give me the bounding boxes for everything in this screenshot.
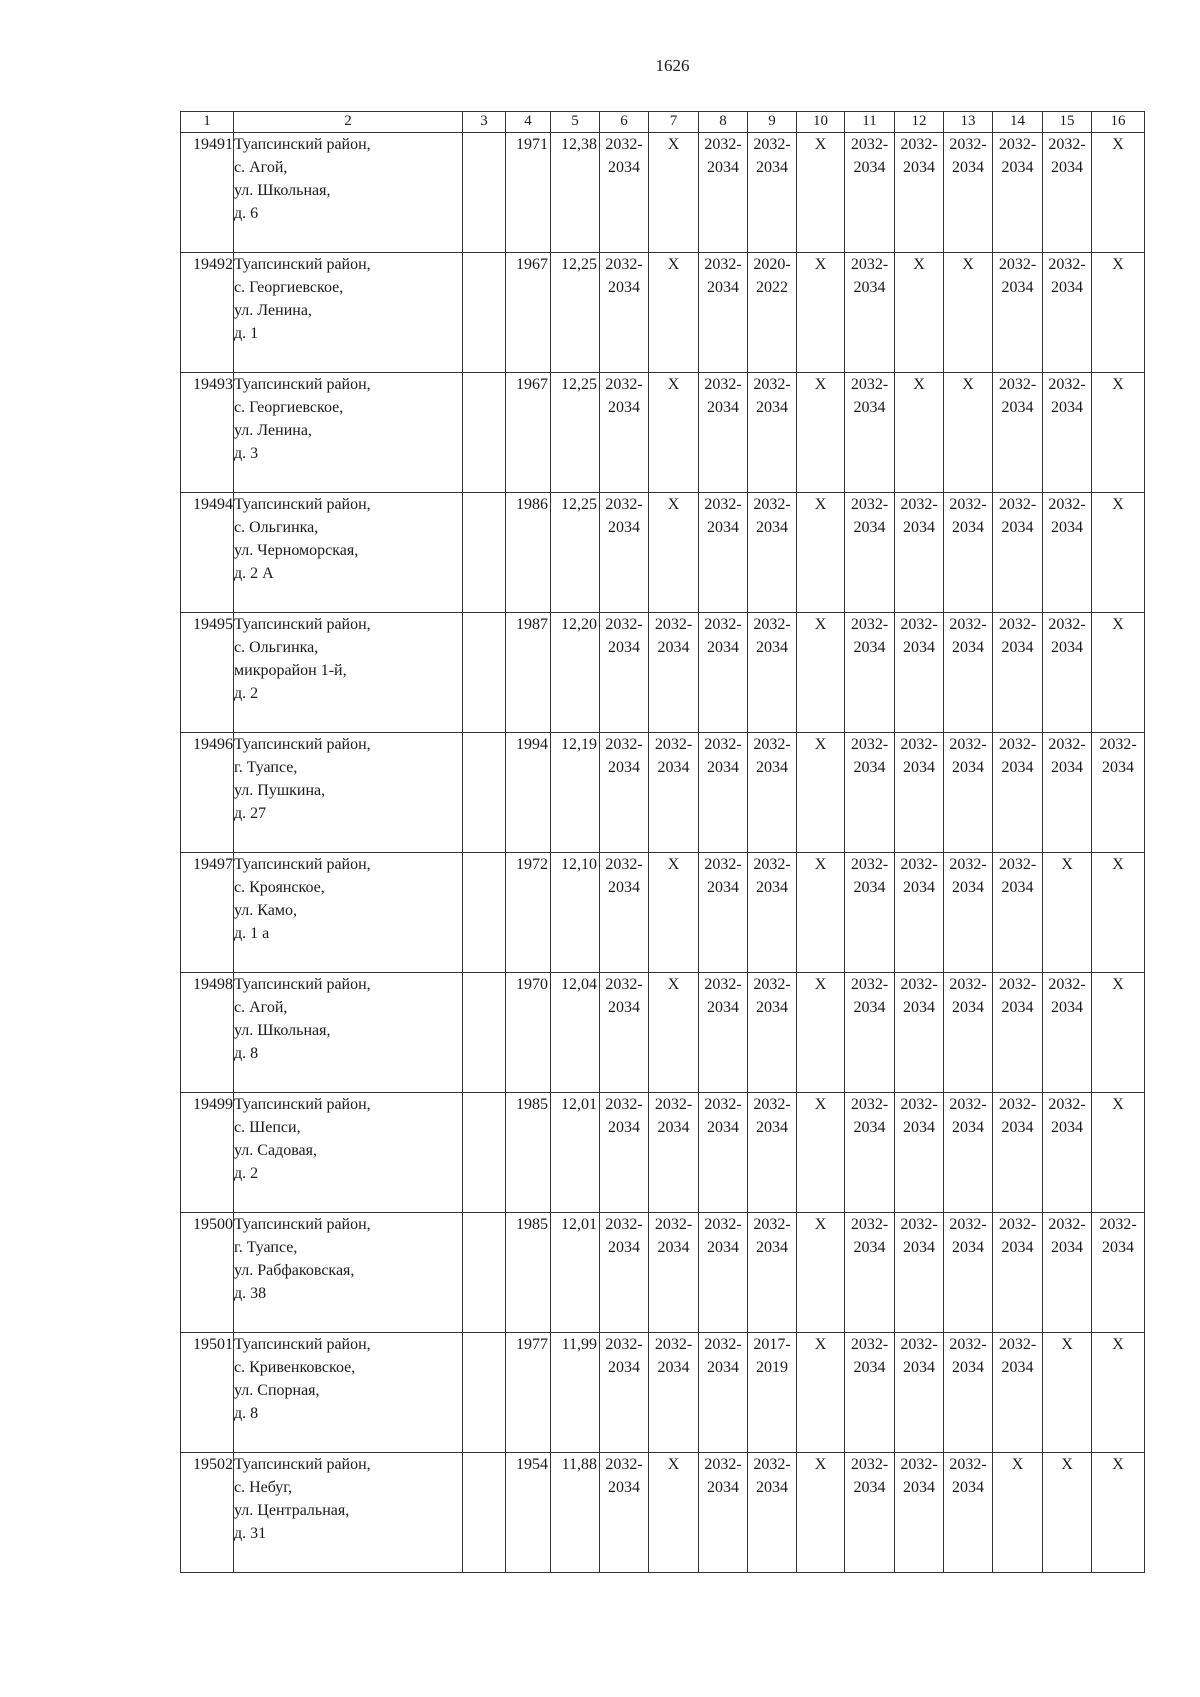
address-line: д. 8 [234,1045,259,1062]
schedule-cell: 2032- 2034 [600,1093,649,1213]
schedule-cell: X [895,253,944,373]
row-number: 19497 [181,853,234,973]
schedule-cell: 2032- 2034 [845,1453,895,1573]
schedule-cell: 2032- 2034 [1043,253,1092,373]
schedule-cell: X [649,1453,699,1573]
schedule-cell: 2032- 2034 [845,493,895,613]
address-line: г. Туапсе, [234,1239,298,1256]
schedule-cell: 2032- 2034 [748,373,797,493]
address-line: ул. Пушкина, [234,782,326,799]
schedule-cell: 2032- 2034 [895,493,944,613]
schedule-cell: 2032- 2034 [1092,733,1145,853]
schedule-cell: X [895,373,944,493]
address-line: ул. Садовая, [234,1142,317,1159]
page-number: 1626 [655,56,690,75]
schedule-cell: 2032- 2034 [895,1333,944,1453]
address-line: ул. Центральная, [234,1502,350,1519]
schedule-cell: X [944,253,993,373]
value-cell: 12,01 [551,1093,600,1213]
schedule-cell: X [1043,1453,1092,1573]
table-row [181,973,1145,1093]
empty-cell [463,1213,506,1333]
value-cell: 12,38 [551,133,600,253]
schedule-cell: 2032- 2034 [699,1333,748,1453]
schedule-cell: 2032- 2034 [993,253,1043,373]
address-line: Туапсинский район, [234,1336,371,1353]
address-line: д. 2 [234,1165,259,1182]
schedule-cell: 2032- 2034 [748,1213,797,1333]
address-cell [234,973,463,1093]
address-line: с. Шепси, [234,1119,301,1136]
address-line: ул. Спорная, [234,1382,320,1399]
address-cell [234,493,463,613]
schedule-cell: 2032- 2034 [845,133,895,253]
schedule-cell: 2032- 2034 [699,973,748,1093]
schedule-cell: X [1092,1093,1145,1213]
column-header: 11 [845,112,895,133]
schedule-cell: X [1092,613,1145,733]
address-line: Туапсинский район, [234,976,371,993]
schedule-cell: X [797,1333,845,1453]
empty-cell [463,373,506,493]
schedule-cell: 2032- 2034 [748,1093,797,1213]
address-line: Туапсинский район, [234,1216,371,1233]
table-row [181,373,1145,493]
empty-cell [463,613,506,733]
schedule-cell: X [1092,853,1145,973]
schedule-cell: X [649,853,699,973]
empty-cell [463,1453,506,1573]
schedule-cell: 2032- 2034 [895,133,944,253]
year-cell: 1967 [506,373,551,493]
schedule-cell: 2032- 2034 [699,133,748,253]
schedule-cell: 2032- 2034 [600,493,649,613]
address-line: д. 31 [234,1525,267,1542]
year-cell: 1987 [506,613,551,733]
schedule-cell: 2032- 2034 [600,1333,649,1453]
schedule-cell: 2032- 2034 [600,973,649,1093]
schedule-cell: 2032- 2034 [944,493,993,613]
schedule-cell: 2032- 2034 [944,853,993,973]
schedule-cell: X [797,1453,845,1573]
table-row [181,1093,1145,1213]
address-line: Туапсинский район, [234,616,371,633]
schedule-cell: 2032- 2034 [649,1333,699,1453]
row-number: 19492 [181,253,234,373]
schedule-cell: 2032- 2034 [649,1093,699,1213]
schedule-cell: X [1092,133,1145,253]
address-line: д. 6 [234,205,259,222]
schedule-cell: 2032- 2034 [748,973,797,1093]
row-number: 19498 [181,973,234,1093]
schedule-cell: X [1092,1453,1145,1573]
schedule-cell: 2032- 2034 [944,733,993,853]
table-row [181,1213,1145,1333]
address-line: Туапсинский район, [234,496,371,513]
schedule-cell: X [1043,1333,1092,1453]
address-line: ул. Школьная, [234,182,331,199]
address-line: Туапсинский район, [234,376,371,393]
address-cell [234,1213,463,1333]
address-line: г. Туапсе, [234,759,298,776]
address-line: д. 1 [234,325,259,342]
table-row [181,1453,1145,1573]
schedule-cell: 2032- 2034 [845,733,895,853]
schedule-cell: 2032- 2034 [944,1213,993,1333]
schedule-cell: 2032- 2034 [699,1213,748,1333]
empty-cell [463,493,506,613]
value-cell: 12,25 [551,493,600,613]
address-line: д. 1 а [234,925,270,942]
column-header: 16 [1092,112,1145,133]
schedule-cell: X [649,253,699,373]
schedule-cell: 2032- 2034 [895,853,944,973]
schedule-cell: 2032- 2034 [895,973,944,1093]
address-line: д. 38 [234,1285,267,1302]
schedule-cell: X [944,373,993,493]
schedule-cell: X [1092,373,1145,493]
schedule-cell: X [797,493,845,613]
column-header: 3 [463,112,506,133]
schedule-cell: 2032- 2034 [699,253,748,373]
schedule-cell: 2032- 2034 [993,493,1043,613]
schedule-cell: 2032- 2034 [845,1333,895,1453]
schedule-cell: 2032- 2034 [845,253,895,373]
value-cell: 12,20 [551,613,600,733]
year-cell: 1967 [506,253,551,373]
address-line: д. 8 [234,1405,259,1422]
empty-cell [463,1093,506,1213]
address-line: ул. Ленина, [234,422,312,439]
year-cell: 1994 [506,733,551,853]
row-number: 19501 [181,1333,234,1453]
schedule-cell: X [649,133,699,253]
year-cell: 1970 [506,973,551,1093]
table-row [181,133,1145,253]
address-line: д. 27 [234,805,267,822]
schedule-cell: 2032- 2034 [895,1093,944,1213]
schedule-cell: 2032- 2034 [600,133,649,253]
address-line: Туапсинский район, [234,856,371,873]
schedule-cell: X [649,493,699,613]
schedule-cell: 2032- 2034 [1043,373,1092,493]
address-cell [234,133,463,253]
value-cell: 12,25 [551,253,600,373]
column-header: 4 [506,112,551,133]
empty-cell [463,973,506,1093]
schedule-cell: 2032- 2034 [1043,613,1092,733]
schedule-cell: 2032- 2034 [1043,1213,1092,1333]
schedule-cell: 2032- 2034 [845,1093,895,1213]
table-row [181,253,1145,373]
schedule-cell: 2032- 2034 [748,1453,797,1573]
year-cell: 1971 [506,133,551,253]
row-number: 19499 [181,1093,234,1213]
row-number: 19496 [181,733,234,853]
address-line: Туапсинский район, [234,136,371,153]
address-line: ул. Ленина, [234,302,312,319]
schedule-cell: 2032- 2034 [748,613,797,733]
value-cell: 12,25 [551,373,600,493]
schedule-cell: 2032- 2034 [895,613,944,733]
column-header: 10 [797,112,845,133]
schedule-cell: X [797,1093,845,1213]
schedule-cell: 2032- 2034 [699,493,748,613]
table-row [181,493,1145,613]
schedule-cell: 2032- 2034 [649,1213,699,1333]
schedule-cell: X [1092,973,1145,1093]
schedule-cell: 2032- 2034 [600,373,649,493]
schedule-cell: 2032- 2034 [845,973,895,1093]
schedule-cell: 2032- 2034 [699,373,748,493]
schedule-cell: X [993,1453,1043,1573]
schedule-cell: 2017- 2019 [748,1333,797,1453]
column-header: 13 [944,112,993,133]
schedule-cell: 2032- 2034 [944,973,993,1093]
column-header: 7 [649,112,699,133]
column-header: 2 [234,112,463,133]
row-number: 19500 [181,1213,234,1333]
schedule-cell: X [797,973,845,1093]
address-line: д. 2 А [234,565,274,582]
schedule-cell: 2032- 2034 [1043,493,1092,613]
schedule-cell: X [649,373,699,493]
empty-cell [463,853,506,973]
schedule-cell: 2032- 2034 [1043,133,1092,253]
schedule-cell: X [797,133,845,253]
column-header: 14 [993,112,1043,133]
column-header: 5 [551,112,600,133]
address-line: ул. Черноморская, [234,542,359,559]
schedule-cell: 2032- 2034 [649,613,699,733]
schedule-cell: 2032- 2034 [1043,973,1092,1093]
schedule-cell: X [1092,493,1145,613]
schedule-cell: 2032- 2034 [600,1213,649,1333]
address-line: микрорайон 1-й, [234,662,347,679]
empty-cell [463,133,506,253]
schedule-cell: 2032- 2034 [649,733,699,853]
schedule-cell: X [649,973,699,1093]
schedule-cell: 2032- 2034 [944,1093,993,1213]
column-header: 1 [181,112,234,133]
year-cell: 1985 [506,1093,551,1213]
schedule-cell: 2032- 2034 [993,853,1043,973]
year-cell: 1986 [506,493,551,613]
schedule-cell: X [797,373,845,493]
row-number: 19491 [181,133,234,253]
address-line: с. Кроянское, [234,879,325,896]
schedule-cell: 2032- 2034 [993,613,1043,733]
address-line: с. Ольгинка, [234,639,319,656]
address-line: с. Георгиевское, [234,279,344,296]
address-line: с. Небуг, [234,1479,293,1496]
address-line: Туапсинский район, [234,1456,371,1473]
address-cell [234,853,463,973]
schedule-cell: X [1092,253,1145,373]
address-line: ул. Школьная, [234,1022,331,1039]
value-cell: 12,19 [551,733,600,853]
address-line: с. Кривенковское, [234,1359,356,1376]
column-header: 15 [1043,112,1092,133]
address-cell [234,1333,463,1453]
row-number: 19493 [181,373,234,493]
row-number: 19495 [181,613,234,733]
schedule-cell: X [797,1213,845,1333]
schedule-cell: 2032- 2034 [699,853,748,973]
address-line: Туапсинский район, [234,736,371,753]
schedule-cell: 2032- 2034 [699,1093,748,1213]
schedule-cell: 2032- 2034 [895,1213,944,1333]
schedule-cell: 2032- 2034 [845,373,895,493]
schedule-cell: 2032- 2034 [600,733,649,853]
schedule-cell: X [1092,1333,1145,1453]
value-cell: 11,88 [551,1453,600,1573]
schedule-cell: X [797,853,845,973]
address-cell [234,733,463,853]
schedule-cell: 2032- 2034 [699,613,748,733]
schedule-cell: 2032- 2034 [944,613,993,733]
column-header: 6 [600,112,649,133]
schedule-cell: 2020- 2022 [748,253,797,373]
address-cell [234,1453,463,1573]
empty-cell [463,253,506,373]
address-line: Туапсинский район, [234,256,371,273]
schedule-cell: 2032- 2034 [748,733,797,853]
year-cell: 1954 [506,1453,551,1573]
table-row [181,853,1145,973]
schedule-cell: 2032- 2034 [699,733,748,853]
schedule-cell: 2032- 2034 [993,1093,1043,1213]
address-line: с. Ольгинка, [234,519,319,536]
schedule-cell: X [1043,853,1092,973]
year-cell: 1977 [506,1333,551,1453]
schedule-cell: 2032- 2034 [993,973,1043,1093]
value-cell: 12,04 [551,973,600,1093]
schedule-cell: 2032- 2034 [845,613,895,733]
schedule-cell: 2032- 2034 [895,733,944,853]
schedule-cell: 2032- 2034 [1043,733,1092,853]
address-line: Туапсинский район, [234,1096,371,1113]
schedule-cell: 2032- 2034 [1092,1213,1145,1333]
schedule-cell: 2032- 2034 [748,133,797,253]
address-cell [234,613,463,733]
schedule-cell: 2032- 2034 [993,373,1043,493]
empty-cell [463,733,506,853]
value-cell: 12,01 [551,1213,600,1333]
schedule-cell: 2032- 2034 [993,1213,1043,1333]
year-cell: 1972 [506,853,551,973]
schedule-cell: 2032- 2034 [600,613,649,733]
address-cell [234,373,463,493]
address-line: ул. Камо, [234,902,297,919]
schedule-cell: 2032- 2034 [748,853,797,973]
address-line: с. Агой, [234,999,288,1016]
schedule-cell: 2032- 2034 [845,853,895,973]
table-row [181,1333,1145,1453]
schedule-cell: 2032- 2034 [748,493,797,613]
header-row [181,112,1145,133]
schedule-cell: 2032- 2034 [600,1453,649,1573]
table-row [181,613,1145,733]
schedule-cell: 2032- 2034 [895,1453,944,1573]
address-cell [234,253,463,373]
row-number: 19494 [181,493,234,613]
schedule-cell: X [797,613,845,733]
row-number: 19502 [181,1453,234,1573]
schedule-cell: 2032- 2034 [845,1213,895,1333]
schedule-cell: 2032- 2034 [993,733,1043,853]
column-header: 8 [699,112,748,133]
schedule-cell: 2032- 2034 [699,1453,748,1573]
year-cell: 1985 [506,1213,551,1333]
address-line: ул. Рабфаковская, [234,1262,355,1279]
schedule-cell: 2032- 2034 [993,133,1043,253]
column-header: 12 [895,112,944,133]
value-cell: 11,99 [551,1333,600,1453]
housing-registry-table [180,111,1145,1573]
address-line: с. Георгиевское, [234,399,344,416]
column-header: 9 [748,112,797,133]
address-line: д. 3 [234,445,259,462]
address-line: с. Агой, [234,159,288,176]
empty-cell [463,1333,506,1453]
schedule-cell: 2032- 2034 [600,853,649,973]
address-cell [234,1093,463,1213]
schedule-cell: 2032- 2034 [600,253,649,373]
schedule-cell: X [797,253,845,373]
schedule-cell: X [797,733,845,853]
schedule-cell: 2032- 2034 [993,1333,1043,1453]
address-line: д. 2 [234,685,259,702]
table-row [181,733,1145,853]
schedule-cell: 2032- 2034 [1043,1093,1092,1213]
value-cell: 12,10 [551,853,600,973]
schedule-cell: 2032- 2034 [944,1333,993,1453]
schedule-cell: 2032- 2034 [944,133,993,253]
schedule-cell: 2032- 2034 [944,1453,993,1573]
